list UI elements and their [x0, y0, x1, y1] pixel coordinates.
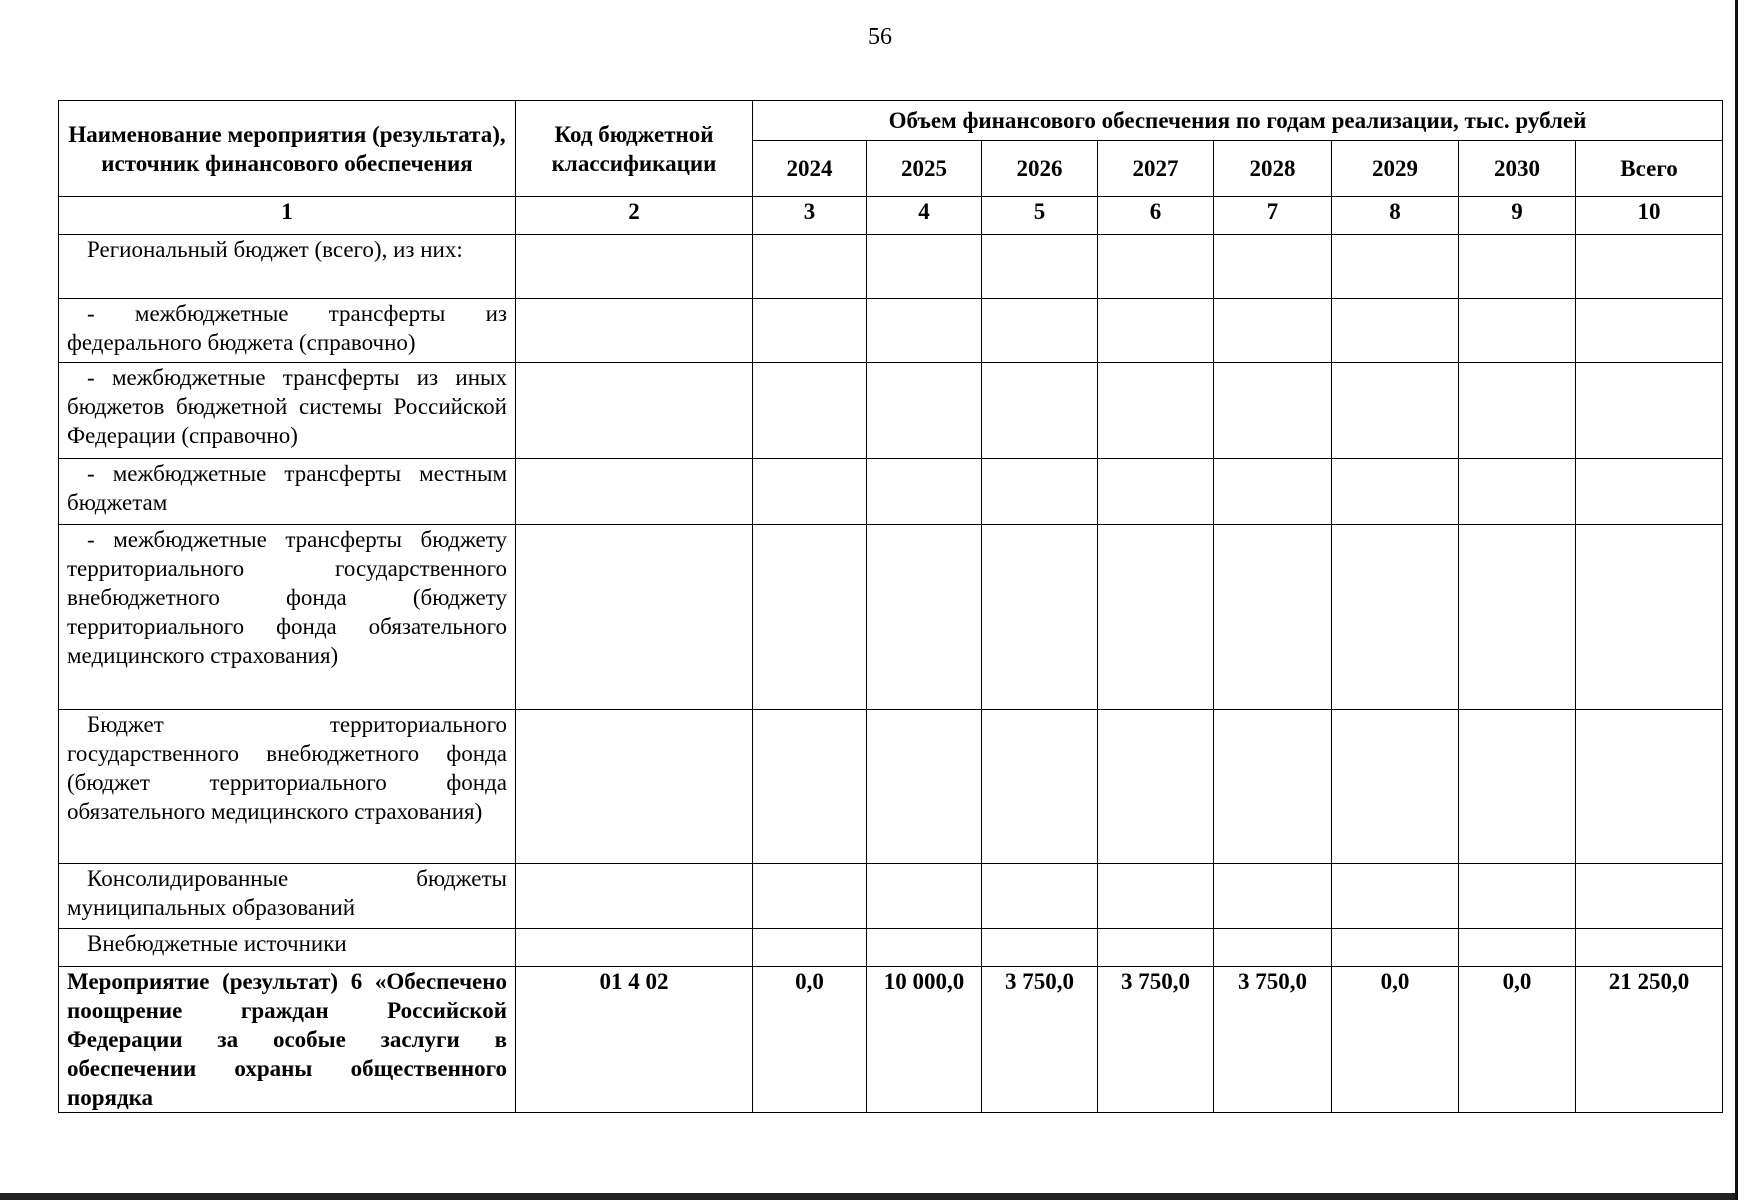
row-name: - межбюджетные трансферты из иных бюджетов бюджетной системы Российской Федерации (справочно): [59, 363, 516, 459]
header-name: Наименование мероприятия (результата), источник финансового обеспечения: [59, 101, 516, 197]
measure-value: 3 750,0: [1214, 967, 1332, 1113]
index-row: [59, 197, 1723, 235]
scan-edge-bottom: [0, 1193, 1735, 1200]
measure-value: 0,0: [1459, 967, 1576, 1113]
header-row-1: [59, 101, 1723, 141]
index-cell: 8: [1332, 197, 1459, 235]
header-total: Всего: [1576, 141, 1723, 197]
measure-value: 3 750,0: [1098, 967, 1214, 1113]
header-year: 2025: [867, 141, 982, 197]
index-cell: 9: [1459, 197, 1576, 235]
table-row: [59, 459, 1723, 525]
budget-table: [58, 100, 1723, 1113]
header-year: 2026: [982, 141, 1098, 197]
header-code: Код бюджетной классификации: [516, 101, 753, 197]
header-year: 2029: [1332, 141, 1459, 197]
measure-value: 0,0: [753, 967, 867, 1113]
table-row: [59, 525, 1723, 710]
index-cell: 1: [59, 197, 516, 235]
index-cell: 5: [982, 197, 1098, 235]
row-name: - межбюджетные трансферты из федерального бюджета (справочно): [59, 299, 516, 363]
index-cell: 6: [1098, 197, 1214, 235]
row-name: Региональный бюджет (всего), из них:: [59, 235, 516, 299]
row-name: Внебюджетные источники: [59, 929, 516, 967]
page-number: 56: [868, 24, 892, 50]
index-cell: 3: [753, 197, 867, 235]
header-year: 2030: [1459, 141, 1576, 197]
measure-value: 10 000,0: [867, 967, 982, 1113]
measure-row: [59, 967, 1723, 1113]
row-name: Бюджет территориального государственного внебюджетного фонда (бюджет территориального фонда обязательного медицинского страхования): [59, 710, 516, 864]
table-row: [59, 929, 1723, 967]
measure-value: 0,0: [1332, 967, 1459, 1113]
scan-edge-right: [1735, 0, 1738, 1200]
measure-code: 01 4 02: [516, 967, 753, 1113]
table-row: [59, 299, 1723, 363]
header-year: 2028: [1214, 141, 1332, 197]
row-name: Консолидированные бюджеты муниципальных образований: [59, 864, 516, 929]
row-name: - межбюджетные трансферты бюджету территориального государственного внебюджетного фонда (бюджету территориального фонда обязательного медицинского страхования): [59, 525, 516, 710]
row-name: - межбюджетные трансферты местным бюджетам: [59, 459, 516, 525]
measure-name: Мероприятие (результат) 6 «Обеспечено поощрение граждан Российской Федерации за особые заслуги в обеспечении охраны общественного порядка: [59, 967, 516, 1113]
header-year: 2024: [753, 141, 867, 197]
measure-value: 3 750,0: [982, 967, 1098, 1113]
measure-total: 21 250,0: [1576, 967, 1723, 1113]
header-year: 2027: [1098, 141, 1214, 197]
table-row: [59, 864, 1723, 929]
header-volume: Объем финансового обеспечения по годам реализации, тыс. рублей: [753, 101, 1723, 141]
index-cell: 4: [867, 197, 982, 235]
table-row: [59, 363, 1723, 459]
table-row: [59, 710, 1723, 864]
table-row: [59, 235, 1723, 299]
index-cell: 2: [516, 197, 753, 235]
index-cell: 7: [1214, 197, 1332, 235]
index-cell: 10: [1576, 197, 1723, 235]
